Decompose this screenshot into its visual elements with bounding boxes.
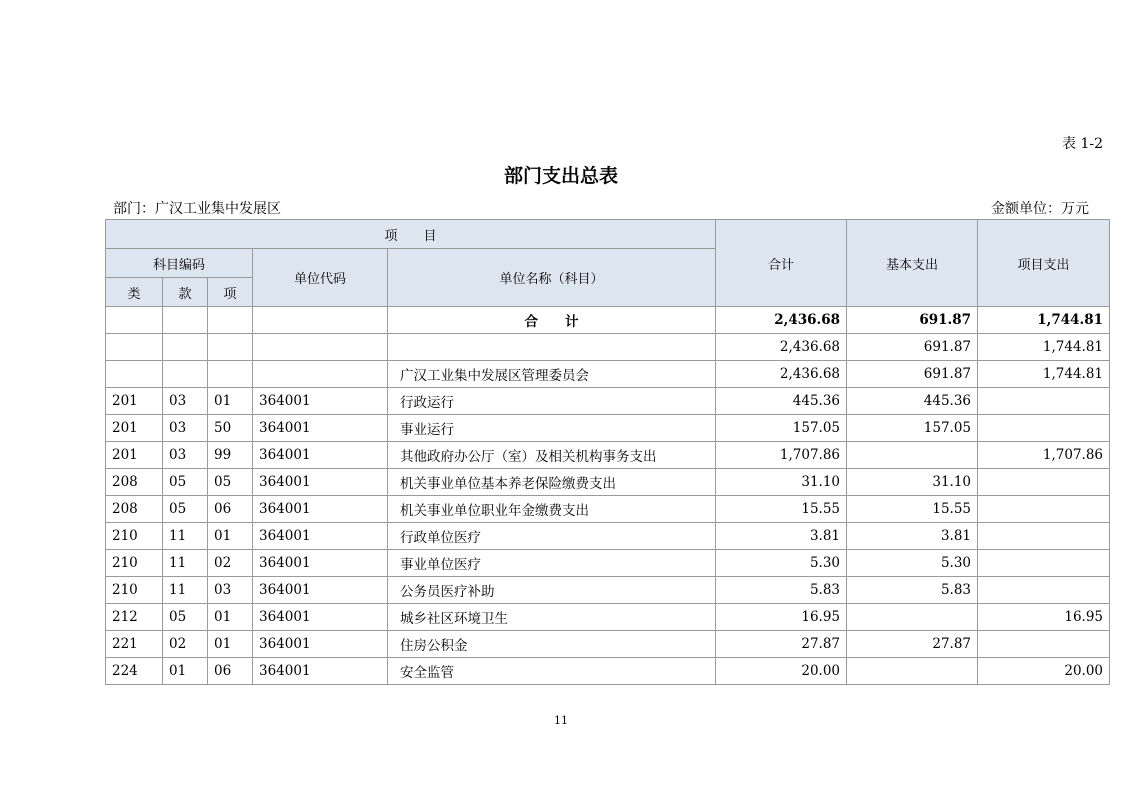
xiang-cell: 01: [208, 523, 253, 550]
kuan-cell: 01: [163, 658, 208, 685]
unit-name-cell: 住房公积金: [388, 631, 716, 658]
lei-cell: 201: [106, 442, 163, 469]
basic-cell: 691.87: [847, 334, 978, 361]
unit-code-cell: 364001: [253, 523, 388, 550]
xiang-cell: 02: [208, 550, 253, 577]
xiang-cell: 01: [208, 388, 253, 415]
basic-cell: 27.87: [847, 631, 978, 658]
total-cell: 3.81: [716, 523, 847, 550]
header-basic: 基本支出: [847, 220, 978, 307]
project-cell: 1,744.81: [978, 334, 1110, 361]
xiang-cell: [208, 334, 253, 361]
header-project-expenditure: 项目支出: [978, 220, 1110, 307]
total-row: [106, 307, 1110, 334]
unit-code-cell: 364001: [253, 496, 388, 523]
unit-code-cell: [253, 361, 388, 388]
header-subject-code: 科目编码: [106, 249, 253, 278]
header-kuan: 款: [163, 278, 208, 307]
lei-cell: 201: [106, 388, 163, 415]
unit-name-cell: 行政单位医疗: [388, 523, 716, 550]
table-row: [106, 442, 1110, 469]
header-unit-code: 单位代码: [253, 249, 388, 307]
basic-cell: [847, 658, 978, 685]
lei-cell: 210: [106, 523, 163, 550]
total-cell: 20.00: [716, 658, 847, 685]
total-cell: 445.36: [716, 388, 847, 415]
total-cell: 2,436.68: [716, 334, 847, 361]
kuan-cell: 02: [163, 631, 208, 658]
table-row: [106, 388, 1110, 415]
xiang-cell: 03: [208, 577, 253, 604]
basic-cell: [847, 442, 978, 469]
unit-code-cell: [253, 334, 388, 361]
lei-cell: [106, 334, 163, 361]
header-unit-name: 单位名称（科目）: [388, 249, 716, 307]
unit-name-cell: 安全监管: [388, 658, 716, 685]
lei-cell: 201: [106, 415, 163, 442]
xiang-cell: 01: [208, 631, 253, 658]
table-row: [106, 361, 1110, 388]
table-row: [106, 469, 1110, 496]
lei-cell: [106, 361, 163, 388]
total-cell: 5.30: [716, 550, 847, 577]
kuan-cell: 05: [163, 496, 208, 523]
unit-code-cell: 364001: [253, 577, 388, 604]
page-title: 部门支出总表: [503, 165, 618, 187]
table-row: [106, 523, 1110, 550]
kuan-cell: 05: [163, 604, 208, 631]
unit-name-cell: 机关事业单位基本养老保险缴费支出: [388, 469, 716, 496]
total-cell: 15.55: [716, 496, 847, 523]
header-project: 项 目: [106, 220, 716, 249]
amount-unit-label: 金额单位：万元: [991, 201, 1089, 217]
total-amount: 2,436.68: [716, 307, 847, 334]
kuan-cell: 05: [163, 469, 208, 496]
xiang-cell: 06: [208, 658, 253, 685]
unit-name-cell: [388, 334, 716, 361]
project-cell: [978, 388, 1110, 415]
kuan-cell: 11: [163, 577, 208, 604]
header-lei: 类: [106, 278, 163, 307]
table-cell: [106, 307, 163, 334]
header-xiang: 项: [208, 278, 253, 307]
unit-name-cell: 机关事业单位职业年金缴费支出: [388, 496, 716, 523]
total-cell: 157.05: [716, 415, 847, 442]
header-total: 合计: [716, 220, 847, 307]
table-row: [106, 550, 1110, 577]
page-number: 11: [554, 714, 568, 727]
lei-cell: 210: [106, 550, 163, 577]
kuan-cell: [163, 361, 208, 388]
total-cell: 2,436.68: [716, 361, 847, 388]
project-cell: [978, 496, 1110, 523]
project-cell: [978, 577, 1110, 604]
total-project: 1,744.81: [978, 307, 1110, 334]
unit-code-cell: 364001: [253, 415, 388, 442]
lei-cell: 208: [106, 496, 163, 523]
project-cell: 1,707.86: [978, 442, 1110, 469]
kuan-cell: 03: [163, 388, 208, 415]
unit-code-cell: 364001: [253, 469, 388, 496]
table-row: [106, 631, 1110, 658]
table-row: [106, 658, 1110, 685]
xiang-cell: 05: [208, 469, 253, 496]
unit-name-cell: 事业单位医疗: [388, 550, 716, 577]
basic-cell: 691.87: [847, 361, 978, 388]
project-cell: 1,744.81: [978, 361, 1110, 388]
unit-code-cell: 364001: [253, 658, 388, 685]
xiang-cell: 01: [208, 604, 253, 631]
lei-cell: 224: [106, 658, 163, 685]
total-basic: 691.87: [847, 307, 978, 334]
expenditure-table: [105, 219, 1110, 685]
project-cell: 20.00: [978, 658, 1110, 685]
lei-cell: 221: [106, 631, 163, 658]
unit-code-cell: 364001: [253, 631, 388, 658]
basic-cell: 15.55: [847, 496, 978, 523]
lei-cell: 210: [106, 577, 163, 604]
lei-cell: 212: [106, 604, 163, 631]
total-cell: 5.83: [716, 577, 847, 604]
table-row: [106, 415, 1110, 442]
table-row: [106, 604, 1110, 631]
xiang-cell: 99: [208, 442, 253, 469]
kuan-cell: [163, 334, 208, 361]
basic-cell: [847, 604, 978, 631]
total-label: 合 计: [388, 307, 716, 334]
table-row: [106, 334, 1110, 361]
unit-name-cell: 城乡社区环境卫生: [388, 604, 716, 631]
xiang-cell: [208, 361, 253, 388]
total-cell: 27.87: [716, 631, 847, 658]
kuan-cell: 03: [163, 415, 208, 442]
table-cell: [253, 307, 388, 334]
kuan-cell: 11: [163, 550, 208, 577]
table-cell: [163, 307, 208, 334]
project-cell: [978, 523, 1110, 550]
basic-cell: 3.81: [847, 523, 978, 550]
unit-code-cell: 364001: [253, 388, 388, 415]
unit-name-cell: 公务员医疗补助: [388, 577, 716, 604]
total-cell: 1,707.86: [716, 442, 847, 469]
unit-code-cell: 364001: [253, 604, 388, 631]
basic-cell: 31.10: [847, 469, 978, 496]
project-cell: [978, 469, 1110, 496]
unit-name-cell: 广汉工业集中发展区管理委员会: [388, 361, 716, 388]
lei-cell: 208: [106, 469, 163, 496]
table-row: [106, 577, 1110, 604]
xiang-cell: 06: [208, 496, 253, 523]
total-cell: 16.95: [716, 604, 847, 631]
xiang-cell: 50: [208, 415, 253, 442]
unit-code-cell: 364001: [253, 442, 388, 469]
basic-cell: 157.05: [847, 415, 978, 442]
project-cell: [978, 415, 1110, 442]
table-cell: [208, 307, 253, 334]
total-cell: 31.10: [716, 469, 847, 496]
unit-name-cell: 行政运行: [388, 388, 716, 415]
unit-code-cell: 364001: [253, 550, 388, 577]
basic-cell: 5.83: [847, 577, 978, 604]
project-cell: [978, 631, 1110, 658]
department-label: 部门：广汉工业集中发展区: [113, 201, 281, 217]
basic-cell: 5.30: [847, 550, 978, 577]
table-row: [106, 496, 1110, 523]
kuan-cell: 03: [163, 442, 208, 469]
basic-cell: 445.36: [847, 388, 978, 415]
table-number: 表 1-2: [1062, 136, 1103, 152]
project-cell: 16.95: [978, 604, 1110, 631]
project-cell: [978, 550, 1110, 577]
unit-name-cell: 事业运行: [388, 415, 716, 442]
kuan-cell: 11: [163, 523, 208, 550]
unit-name-cell: 其他政府办公厅（室）及相关机构事务支出: [388, 442, 716, 469]
